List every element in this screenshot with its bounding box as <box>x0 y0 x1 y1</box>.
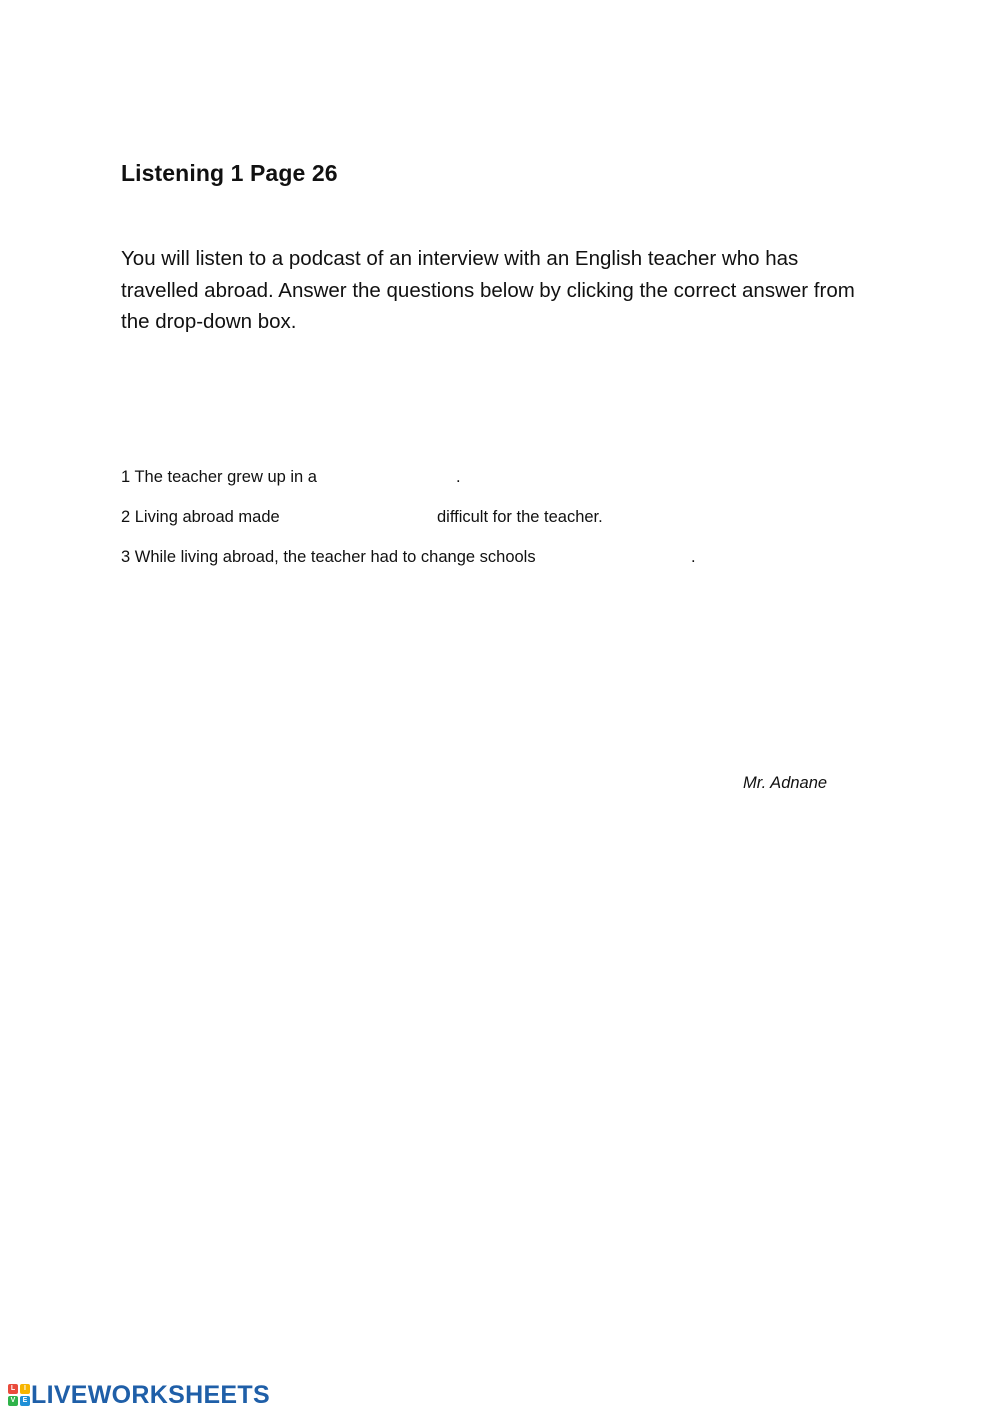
instructions-paragraph: You will listen to a podcast of an interview with an English teacher who has travelled abroad. Answer the questions below by clicking the correct answer from the drop-down box. <box>121 247 855 333</box>
question-1 <box>121 466 461 488</box>
question-1-tail: . <box>456 468 461 486</box>
logo-block: L <box>8 1384 18 1394</box>
question-1-text: 1 The teacher grew up in a <box>121 468 317 486</box>
logo-block: I <box>20 1384 30 1394</box>
question-2-tail: difficult for the teacher. <box>437 508 603 526</box>
author-signature: Mr. Adnane <box>743 774 828 792</box>
question-1-dropdown[interactable] <box>349 465 449 489</box>
question-3-tail: . <box>691 548 696 566</box>
question-2-dropdown[interactable] <box>299 505 431 529</box>
question-2-text: 2 Living abroad made <box>121 508 280 526</box>
logo-block: E <box>20 1396 30 1406</box>
logo-block: V <box>8 1396 18 1406</box>
logo-text: LIVEWORKSHEETS <box>31 1380 270 1409</box>
liveworksheets-logo[interactable] <box>8 1382 270 1408</box>
question-3-text: 3 While living abroad, the teacher had to change schools <box>121 548 536 566</box>
page-title: Listening 1 Page 26 <box>121 160 338 186</box>
question-3 <box>121 546 696 568</box>
question-2 <box>121 506 603 528</box>
question-3-dropdown[interactable] <box>587 545 687 569</box>
logo-blocks-icon <box>8 1384 30 1406</box>
